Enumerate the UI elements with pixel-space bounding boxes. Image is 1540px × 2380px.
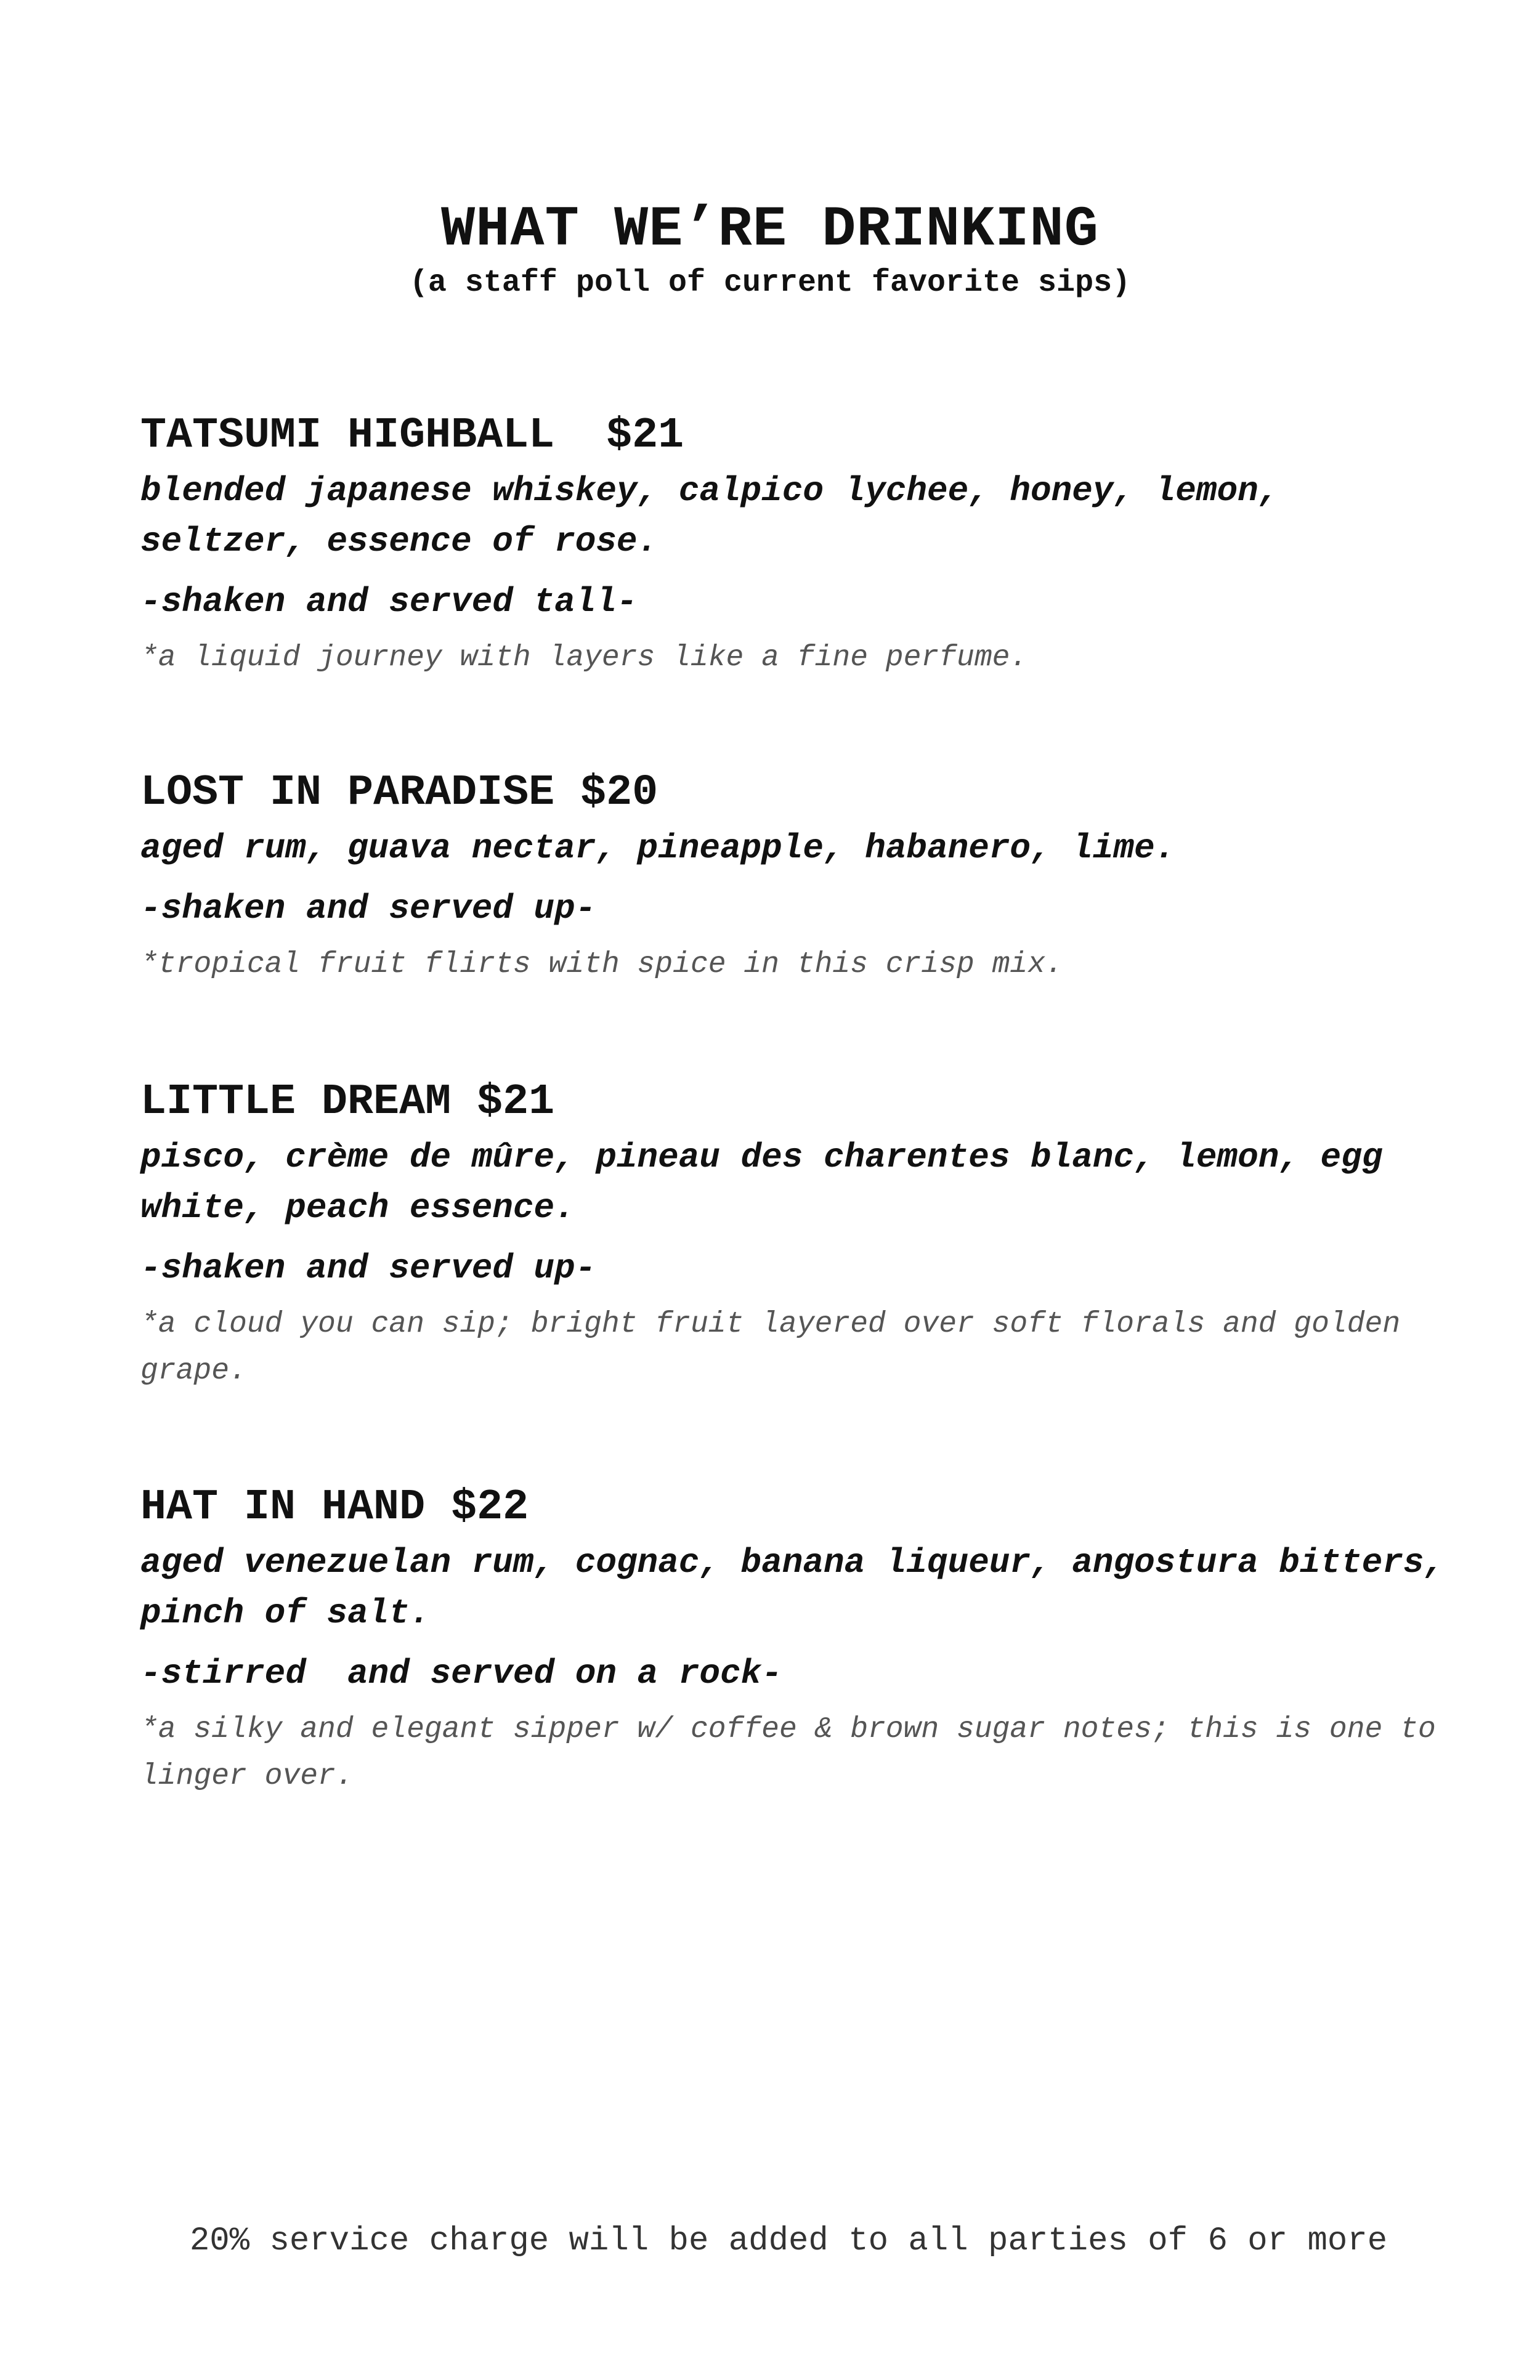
- drink-method: -shaken and served up-: [140, 1249, 596, 1288]
- drink-price: $21: [477, 1078, 555, 1127]
- menu-header: [0, 196, 1540, 303]
- drink-heading: [140, 407, 1459, 466]
- drink-note: *a liquid journey with layers like a fine perfume.: [140, 641, 1028, 674]
- drink-ingredients: blended japanese whiskey, calpico lychee, honey, lemon, seltzer, essence of rose.: [140, 471, 1279, 561]
- drink-method: -shaken and served up-: [140, 889, 596, 928]
- drink-heading: [140, 764, 1459, 823]
- drink-name: LOST IN PARADISE: [140, 769, 555, 817]
- drink-item-hat-in-hand: [140, 1478, 1459, 1800]
- drink-heading: [140, 1073, 1459, 1132]
- service-charge-notice: 20% service charge will be added to all parties of 6 or more: [189, 2222, 1388, 2260]
- drink-note: *a cloud you can sip; bright fruit layered over soft florals and golden grape.: [140, 1308, 1401, 1388]
- drink-ingredients: pisco, crème de mûre, pineau des charentes blanc, lemon, egg white, peach essence.: [140, 1138, 1383, 1228]
- drink-name: TATSUMI HIGHBALL: [140, 411, 555, 460]
- drink-price: $20: [580, 769, 659, 817]
- drink-item-tatsumi-highball: [140, 407, 1459, 681]
- drink-name: LITTLE DREAM: [140, 1078, 452, 1127]
- drink-item-little-dream: [140, 1073, 1459, 1394]
- drink-heading: [140, 1478, 1459, 1537]
- drink-note: *a silky and elegant sipper w/ coffee & brown sugar notes; this is one to linger over.: [140, 1713, 1436, 1793]
- page-subtitle: (a staff poll of current favorite sips): [409, 265, 1131, 301]
- drink-price: $21: [606, 411, 684, 460]
- drink-ingredients: aged rum, guava nectar, pineapple, habanero, lime.: [140, 828, 1176, 868]
- drink-method: -shaken and served tall-: [140, 582, 638, 621]
- drink-ingredients: aged venezuelan rum, cognac, banana liqueur, angostura bitters, pinch of salt.: [140, 1543, 1445, 1633]
- drink-method: -stirred and served on a rock-: [140, 1654, 782, 1693]
- drink-name: HAT IN HAND: [140, 1483, 426, 1532]
- drink-price: $22: [451, 1483, 529, 1532]
- page-title: WHAT WE’RE DRINKING: [441, 197, 1099, 262]
- drink-item-lost-in-paradise: [140, 764, 1459, 988]
- drink-note: *tropical fruit flirts with spice in this crisp mix.: [140, 948, 1063, 981]
